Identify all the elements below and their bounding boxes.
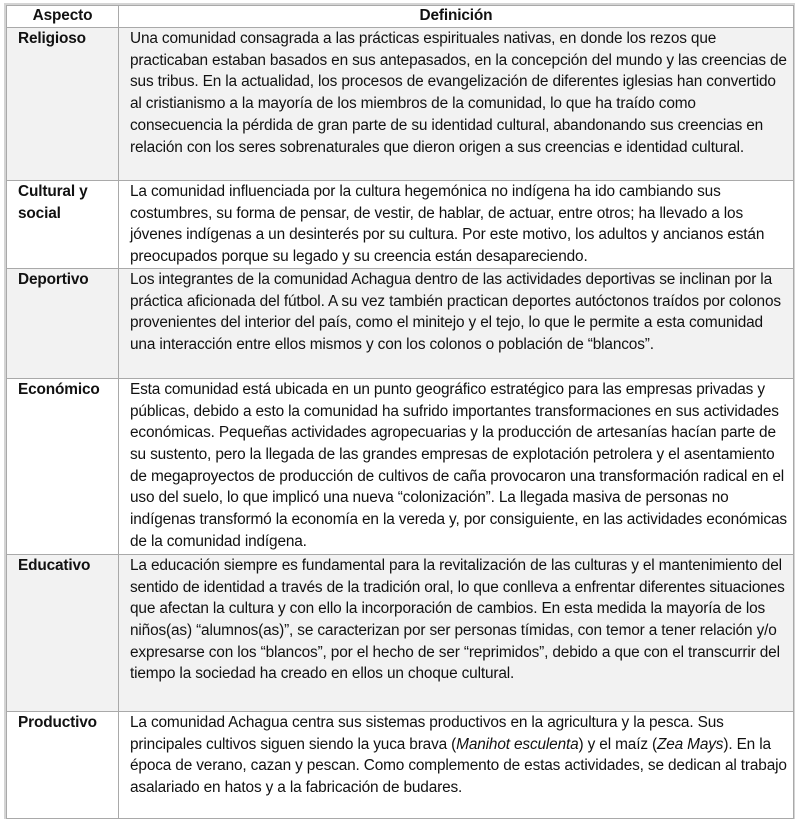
definition-cell: Los integrantes de la comunidad Achagua dentro de las actividades deportivas se inclinan por la práctica aficionada del fútbol. A su vez también practican deportes autóctonos traídos por colonos provenientes del interior del país, como el minitejo y el tejo, lo que le permite a esta comunidad una interacción entre ellos mismos y con los colonos o población de “blancos”.: [119, 268, 794, 378]
definition-text: ) y el maíz (: [578, 735, 657, 753]
table-row-productivo: [7, 711, 794, 818]
definition-cell: Esta comunidad está ubicada en un punto geográfico estratégico para las empresas privadas y públicas, debido a esto la comunidad ha sufrido importantes transformaciones en sus actividades económicas. Pequeñas actividades agropecuarias y la producción de artesanías hacían parte de su sustento, pero la llegada de las grandes empresas de explotación petrolera y el asentamiento de megaproyectos de producción de cultivos de caña provocaron una transformación radical en el uso del suelo, lo que implicó una nueva “colonización”. La llegada masiva de personas no indígenas transformó la economía en la vereda y, por consiguiente, en las actividades económicas de la comunidad indígena.: [119, 378, 794, 554]
scientific-name: Zea Mays: [656, 735, 724, 753]
column-header-definition: Definición: [119, 6, 794, 28]
aspect-cell: Religioso: [7, 28, 119, 181]
definition-cell: La comunidad influenciada por la cultura hegemónica no indígena ha ido cambiando sus costumbres, su forma de pensar, de vestir, de hablar, de actuar, entre otros; ha llevado a los jóvenes indígenas a un desinterés por su cultura. Por este motivo, los adultos y ancianos están preocupados porque su legado y su creencia están desapareciendo.: [119, 181, 794, 269]
aspect-cell: Productivo: [7, 711, 119, 818]
scientific-name: Manihot esculenta: [456, 735, 579, 753]
definition-cell: La educación siempre es fundamental para la revitalización de las culturas y el mantenimiento del sentido de identidad a través de la tradición oral, lo que conlleva a enfrentar diferentes situaciones que afectan la cultura y con ello la incorporación de cambios. En esta medida la mayoría de los niños(as) “alumnos(as)”, se caracterizan por ser personas tímidas, con temor a tener relación y/o expresarse con los “blancos”, por el hecho de ser “reprimidos”, debido a que con el transcurrir del tiempo la sociedad ha creado en ellos un choque cultural.: [119, 554, 794, 711]
definition-cell: Una comunidad consagrada a las prácticas espirituales nativas, en donde los rezos que practicaban estaban basados en sus antepasados, en la concepción del mundo y las creencias de sus tribus. En la actualidad, los procesos de evangelización de diferentes iglesias han convertido al cristianismo a la mayoría de los miembros de la comunidad, lo que ha traído como consecuencia la pérdida de gran parte de su identidad cultural, abandonando sus creencias en relación con los seres sobrenaturales que dieron origen a sus creencias e identidad cultural.: [119, 28, 794, 181]
aspect-cell: Cultural y social: [7, 181, 119, 269]
aspect-cell: Deportivo: [7, 268, 119, 378]
table-header-row: [7, 6, 794, 28]
aspect-cell: Educativo: [7, 554, 119, 711]
aspect-cell: Económico: [7, 378, 119, 554]
definition-text: La comunidad Achagua centra sus sistemas productivos en la agricultura y la pesca. Sus principales cultivos siguen siendo la yuca brava (: [130, 713, 724, 753]
column-header-aspect: Aspecto: [7, 6, 119, 28]
table-row-deportivo: [7, 268, 794, 378]
definition-cell: [119, 711, 794, 818]
table-row-cultural-social: [7, 181, 794, 269]
table-row-economico: [7, 378, 794, 554]
definition-text: ). En la época de verano, cazan y pescan. Como complemento de estas actividades, se dedican al trabajo asalariado en hatos y a la fabricación de budares.: [130, 735, 787, 796]
aspects-table: [6, 5, 794, 819]
table-row-religioso: [7, 28, 794, 181]
table-row-educativo: [7, 554, 794, 711]
